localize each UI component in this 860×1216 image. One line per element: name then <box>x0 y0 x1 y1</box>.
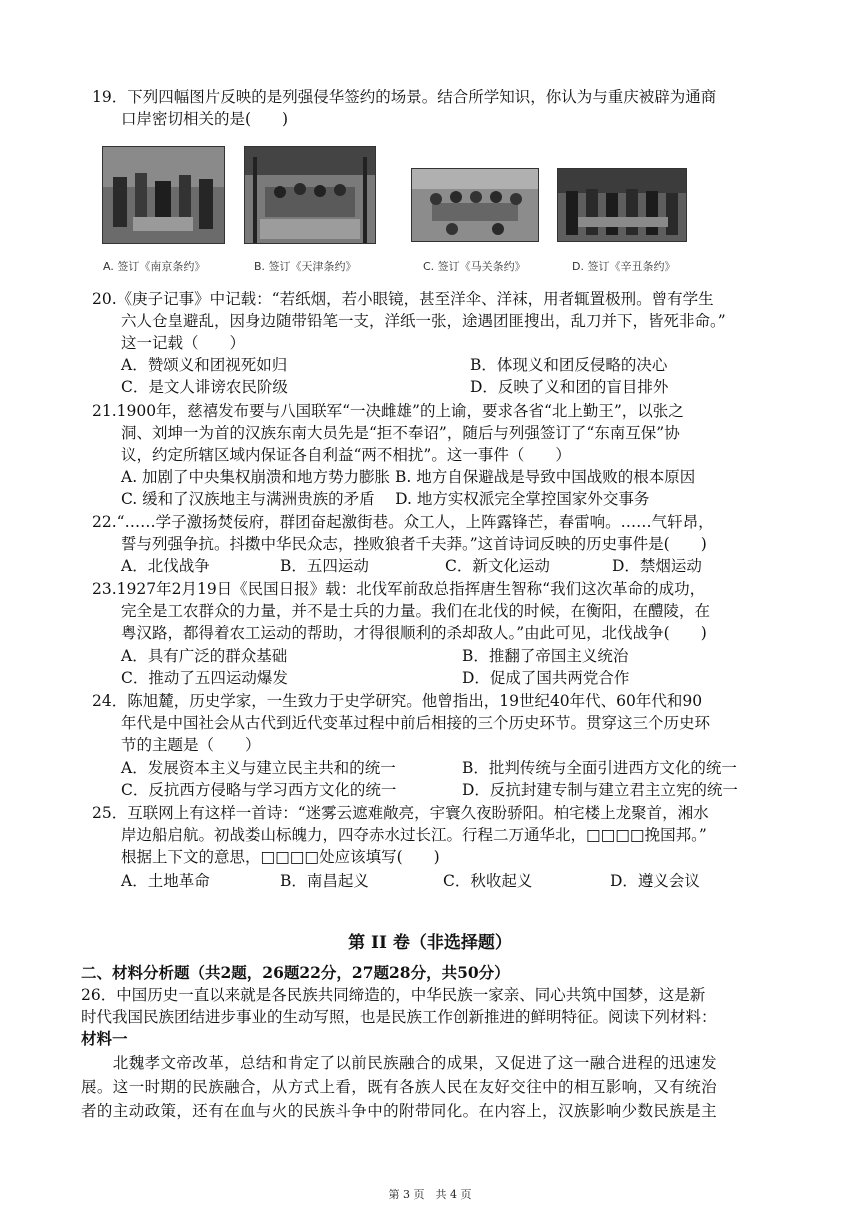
photo-nanjing-treaty <box>102 146 225 244</box>
q25-line-3: 根据上下文的意思，□□□□处应该填写( ) <box>121 848 440 866</box>
q20-line-3: 这一记载（ ） <box>121 334 246 352</box>
q23-option-b: B．推翻了帝国主义统治 <box>462 647 629 665</box>
q25-option-b: B．南昌起义 <box>280 872 369 890</box>
photo-shimonoseki-treaty-image <box>412 169 538 241</box>
q22-option-d: D．禁烟运动 <box>612 557 702 575</box>
page-number: 第 3 页 共 4 页 <box>388 1188 472 1201</box>
q23-option-a: A．具有广泛的群众基础 <box>121 647 288 665</box>
q19-line-1: 19．下列四幅图片反映的是列强侵华签约的场景。结合所学知识，你认为与重庆被辟为通商 <box>92 88 717 106</box>
q23-line-3: 粤汉路，都得着农工运动的帮助，才得很顺利的杀却敌人。”由此可见，北伐战争( ) <box>121 624 707 642</box>
q25-option-c: C．秋收起义 <box>443 872 533 890</box>
caption-c: C. 签订《马关条约》 <box>423 260 526 273</box>
q24-option-c: C．反抗西方侵略与学习西方文化的统一 <box>121 781 397 799</box>
q23-line-2: 完全是工农群众的力量，并不是士兵的力量。我们在北伐的时候，在衡阳，在醴陵，在 <box>121 602 711 620</box>
q20-line-2: 六人仓皇避乱，因身边随带铅笔一支，洋纸一张，途遇团匪搜出，乱刀并下，皆死非命。” <box>121 312 726 330</box>
q20-option-a: A．赞颂义和团视死如归 <box>121 356 288 374</box>
photo-xinchou-treaty <box>557 168 687 242</box>
q22-line-2: 誓与列强争抗。抖擞中华民众志，挫败狼者千夫莽。”这首诗词反映的历史事件是( ) <box>121 535 707 553</box>
q21-line-2: 洞、刘坤一为首的汉族东南大员先是“拒不奉诏”，随后与列强签订了“东南互保”协 <box>121 424 680 442</box>
q21-line-1: 21.1900年，慈禧发布要与八国联军“一决雌雄”的上谕，要求各省“北上勤王”，以张之 <box>92 402 684 420</box>
photo-tianjin-treaty <box>244 146 376 244</box>
q20-line-1: 20.《庚子记事》中记载：“若纸烟，若小眼镜，甚至洋伞、洋袜，用者辄置极刑。曾有学生 <box>92 290 714 308</box>
q24-line-3: 节的主题是（ ） <box>121 736 261 754</box>
q20-option-d: D．反映了义和团的盲目排外 <box>470 378 669 396</box>
q22-option-a: A．北伐战争 <box>121 557 210 575</box>
q25-option-d: D．遵义会议 <box>610 872 700 890</box>
photo-tianjin-treaty-image <box>245 147 375 243</box>
q23-line-1: 23.1927年2月19日《民国日报》载：北伐军前敌总指挥唐生智称“我们这次革命的成功， <box>92 580 706 598</box>
q24-option-b: B．批判传统与全面引进西方文化的统一 <box>462 759 737 777</box>
q24-line-1: 24．陈旭麓，历史学家，一生致力于史学研究。他曾指出，19世纪40年代、60年代和90 <box>92 692 703 710</box>
q19-photo-row <box>100 146 700 278</box>
q22-option-c: C．新文化运动 <box>445 557 550 575</box>
photo-nanjing-treaty-image <box>103 147 224 243</box>
q24-line-2: 年代是中国社会从古代到近代变革过程中前后相接的三个历史环节。贯穿这三个历史环 <box>121 714 711 732</box>
photo-xinchou-treaty-image <box>558 169 686 241</box>
q26-line-1: 26．中国历史一直以来就是各民族共同缔造的，中华民族一家亲、同心共筑中国梦，这是新 <box>81 986 706 1004</box>
caption-d: D. 签订《辛丑条约》 <box>572 260 676 273</box>
q25-line-1: 25．互联网上有这样一首诗：“迷雾云遮难敞亮，宇寰久夜盼骄阳。柏宅楼上龙聚首，湘水 <box>92 804 709 822</box>
q21-options-cd: C. 缓和了汉族地主与满洲贵族的矛盾 D. 地方实权派完全掌控国家外交事务 <box>121 490 650 508</box>
q20-option-c: C．是文人诽谤农民阶级 <box>121 378 288 396</box>
q25-option-a: A．土地革命 <box>121 872 210 890</box>
q20-option-b: B．体现义和团反侵略的决心 <box>470 356 668 374</box>
q23-option-d: D．促成了国共两党合作 <box>462 669 630 687</box>
caption-a: A. 签订《南京条约》 <box>103 260 206 273</box>
part-2-title: 第 II 卷（非选择题） <box>348 933 512 953</box>
q21-line-3: 议，约定所辖区域内保证各自利益“两不相扰”。这一事件（ ） <box>121 446 571 464</box>
q24-option-d: D．反抗封建专制与建立君主立宪的统一 <box>462 781 738 799</box>
q23-option-c: C．推动了五四运动爆发 <box>121 669 288 687</box>
photo-shimonoseki-treaty <box>411 168 539 242</box>
material-1-label: 材料一 <box>81 1029 128 1048</box>
section-2-heading: 二、材料分析题（共2题，26题22分，27题28分，共50分） <box>81 963 510 982</box>
caption-b: B. 签订《天津条约》 <box>254 260 357 273</box>
q25-line-2: 岸边船启航。初战娄山标魄力，四夺赤水过长江。行程二万通华北，□□□□挽国邦。” <box>121 826 707 844</box>
q21-options-ab: A. 加剧了中央集权崩溃和地方势力膨胀 B. 地方自保避战是导致中国战败的根本原因 <box>121 468 696 486</box>
q22-line-1: 22.“……学子激扬焚佞府，群团奋起激街巷。众工人，上阵露锋芒，春雷响。……气轩昂， <box>92 513 714 531</box>
q26-line-2: 时代我国民族团结进步事业的生动写照，也是民族工作创新推进的鲜明特征。阅读下列材料： <box>81 1008 717 1026</box>
material-1-line-3: 者的主动政策，还有在血与火的民族斗争中的附带同化。在内容上，汉族影响少数民族是主 <box>81 1102 718 1120</box>
material-1-line-1: 北魏孝文帝改革，总结和肯定了以前民族融合的成果，又促进了这一融合进程的迅速发 <box>81 1054 718 1072</box>
q22-option-b: B．五四运动 <box>280 557 369 575</box>
q19-line-2: 口岸密切相关的是( ) <box>121 110 289 128</box>
q24-option-a: A．发展资本主义与建立民主共和的统一 <box>121 759 396 777</box>
material-1-line-2: 展。这一时期的民族融合，从方式上看，既有各族人民在友好交往中的相互影响，又有统治 <box>81 1078 718 1096</box>
